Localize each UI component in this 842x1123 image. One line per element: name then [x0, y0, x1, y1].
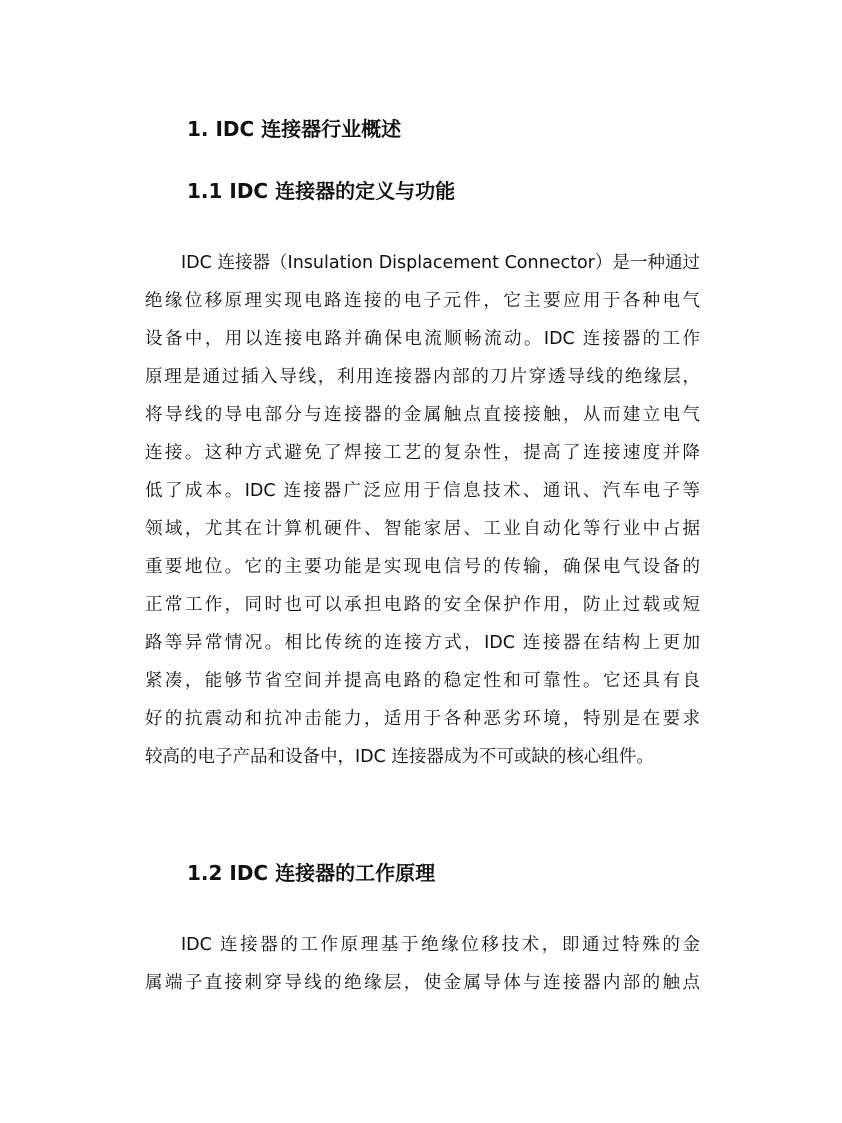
- section-1-1-paragraph: [145, 244, 700, 776]
- section-1-2-paragraph: [145, 926, 700, 1002]
- paragraph-line: 低了成本。IDC 连接器广泛应用于信息技术、通讯、汽车电子等: [145, 481, 700, 501]
- paragraph-line: 连接。这种方式避免了焊接工艺的复杂性，提高了连接速度并降: [145, 443, 700, 463]
- paragraph-line: IDC 连接器的工作原理基于绝缘位移技术，即通过特殊的金: [181, 935, 700, 955]
- paragraph-line: 好的抗震动和抗冲击能力，适用于各种恶劣环境，特别是在要求: [145, 709, 700, 729]
- paragraph-line: 紧凑，能够节省空间并提高电路的稳定性和可靠性。它还具有良: [145, 671, 700, 691]
- paragraph-line: 绝缘位移原理实现电路连接的电子元件，它主要应用于各种电气: [145, 291, 700, 311]
- paragraph-line: 较高的电子产品和设备中，IDC 连接器成为不可或缺的核心组件。: [145, 747, 654, 767]
- paragraph-line: IDC 连接器（Insulation Displacement Connector）是一种通过: [181, 253, 700, 273]
- paragraph-line: 将导线的导电部分与连接器的金属触点直接接触，从而建立电气: [145, 405, 700, 425]
- paragraph-line: 重要地位。它的主要功能是实现电信号的传输，确保电气设备的: [145, 557, 700, 577]
- paragraph-line: 路等异常情况。相比传统的连接方式，IDC 连接器在结构上更加: [145, 633, 700, 653]
- section-heading-1-1: 1.1 IDC 连接器的定义与功能: [187, 179, 456, 203]
- paragraph-line: 属端子直接刺穿导线的绝缘层，使金属导体与连接器内部的触点: [145, 973, 700, 993]
- paragraph-line: 设备中，用以连接电路并确保电流顺畅流动。IDC 连接器的工作: [145, 329, 700, 349]
- paragraph-line: 原理是通过插入导线，利用连接器内部的刀片穿透导线的绝缘层，: [145, 367, 700, 387]
- section-heading-1-2: 1.2 IDC 连接器的工作原理: [187, 861, 436, 885]
- paragraph-line: 领域，尤其在计算机硬件、智能家居、工业自动化等行业中占据: [145, 519, 700, 539]
- chapter-heading: 1. IDC 连接器行业概述: [187, 117, 402, 141]
- paragraph-line: 正常工作，同时也可以承担电路的安全保护作用，防止过载或短: [145, 595, 700, 615]
